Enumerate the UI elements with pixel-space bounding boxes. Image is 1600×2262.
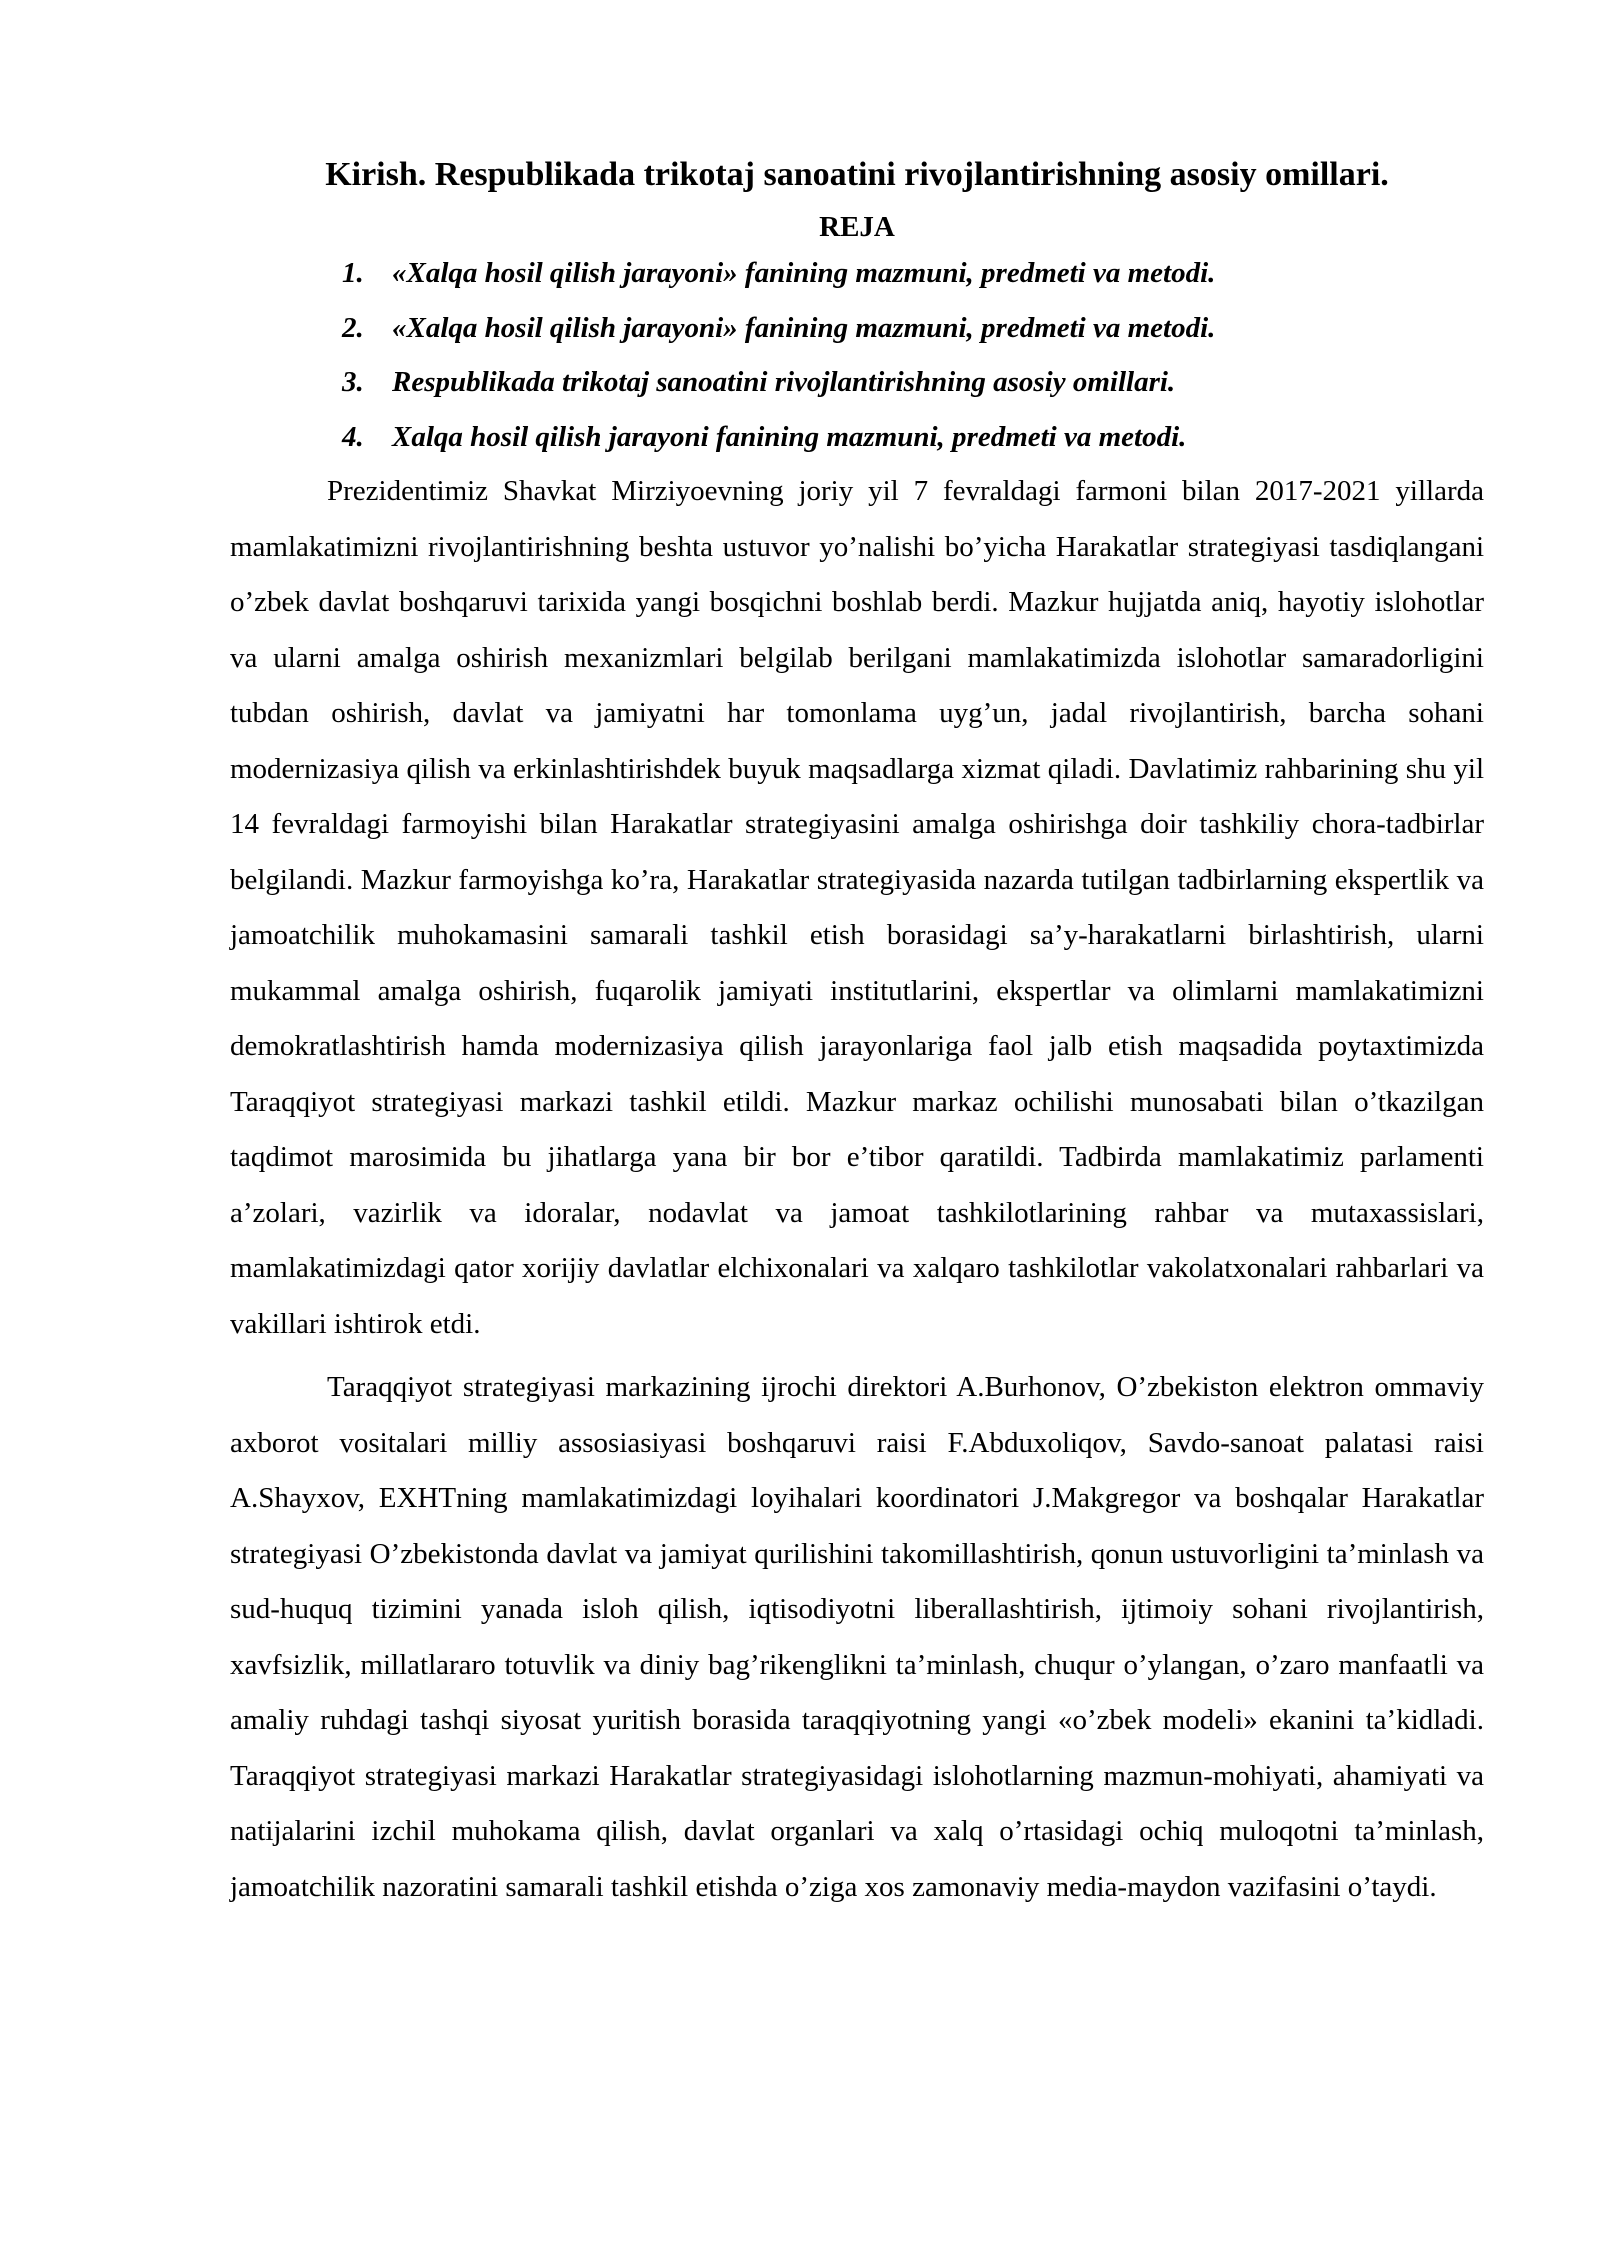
plan-item-text: Respublikada trikotaj sanoatini rivojlantirishning asosiy omillari. bbox=[392, 366, 1176, 398]
body-paragraph: Prezidentimiz Shavkat Mirziyoevning joriy yil 7 fevraldagi farmoni bilan 2017-2021 yillarda mamlakatimizni rivojlantirishning beshta ustuvor yo’nalishi bo’yicha Harakatlar strategiyasi tasdiqlangani o’zbek davlat boshqaruvi tarixida yangi bosqichni boshlab berdi. Mazkur hujjatda aniq, hayotiy islohotlar va ularni amalga oshirish mexanizmlari belgilab berilgani mamlakatimizda islohotlar samaradorligini tubdan oshirish, davlat va jamiyatni har tomonlama uyg’un, jadal rivojlantirish, barcha sohani modernizasiya qilish va erkinlashtirishdek buyuk maqsadlarga xizmat qiladi. Davlatimiz rahbarining shu yil 14 fevraldagi farmoyishi bilan Harakatlar strategiyasini amalga oshirishga doir tashkiliy chora-tadbirlar belgilandi. Mazkur farmoyishga ko’ra, Harakatlar strategiyasida nazarda tutilgan tadbirlarning ekspertlik va jamoatchilik muhokamasini samarali tashkil etish borasidagi sa’y-harakatlarni birlashtirish, ularni mukammal amalga oshirish, fuqarolik jamiyati institutlarini, ekspertlar va olimlarni mamlakatimizni demokratlashtirish hamda modernizasiya qilish jarayonlariga faol jalb etish maqsadida poytaxtimizda Taraqqiyot strategiyasi markazi tashkil etildi. Mazkur markaz ochilishi munosabati bilan o’tkazilgan taqdimot marosimida bu jihatlarga yana bir bor e’tibor qaratildi. Tadbirda mamlakatimiz parlamenti a’zolari, vazirlik va idoralar, nodavlat va jamoat tashkilotlarining rahbar va mutaxassislari, mamlakatimizdagi qator xorijiy davlatlar elchixonalari va xalqaro tashkilotlar vakolatxonalari rahbarlari va vakillari ishtirok etdi. bbox=[230, 475, 1484, 1340]
plan-item bbox=[230, 410, 1484, 465]
plan-item bbox=[230, 246, 1484, 301]
plan-item-number: 3. bbox=[342, 366, 364, 398]
document-content bbox=[230, 152, 1484, 1915]
plan-item-text: Xalqa hosil qilish jarayoni fanining mazmuni, predmeti va metodi. bbox=[392, 420, 1187, 453]
plan-item-number: 2. bbox=[342, 311, 364, 344]
plan-item-number: 1. bbox=[342, 257, 364, 289]
plan-item-text: «Xalqa hosil qilish jarayoni» fanining mazmuni, predmeti va metodi. bbox=[392, 257, 1216, 289]
plan-item bbox=[230, 301, 1484, 356]
plan-item-number: 4. bbox=[342, 420, 364, 453]
plan-item bbox=[230, 355, 1484, 410]
plan-item-text: «Xalqa hosil qilish jarayoni» fanining mazmuni, predmeti va metodi. bbox=[392, 311, 1216, 344]
plan-list bbox=[230, 246, 1484, 464]
document-title: Kirish. Respublikada trikotaj sanoatini rivojlantirishning asosiy omillari. bbox=[325, 156, 1389, 193]
body-paragraph: Taraqqiyot strategiyasi markazining ijrochi direktori A.Burhonov, O’zbekiston elektron ommaviy axborot vositalari milliy assosiasiyasi boshqaruvi raisi F.Abduxoliqov, Savdo-sanoat palatasi raisi A.Shayxov, EXHTning mamlakatimizdagi loyihalari koordinatori J.Makgregor va boshqalar Harakatlar strategiyasi O’zbekistonda davlat va jamiyat qurilishini takomillashtirish, qonun ustuvorligini ta’minlash va sud-huquq tizimini yanada isloh qilish, iqtisodiyotni liberallashtirish, ijtimoiy sohani rivojlantirish, xavfsizlik, millatlararo totuvlik va diniy bag’rikenglikni ta’minlash, chuqur o’ylangan, o’zaro manfaatli va amaliy ruhdagi tashqi siyosat yuritish borasida taraqqiyotning yangi «o’zbek modeli» ekanini ta’kidladi. Taraqqiyot strategiyasi markazi Harakatlar strategiyasidagi islohotlarning mazmun-mohiyati, ahamiyati va natijalarini izchil muhokama qilish, davlat organlari va xalq o’rtasidagi ochiq muloqotni ta’minlash, jamoatchilik nazoratini samarali tashkil etishda o’ziga xos zamonaviy media-maydon vazifasini o’taydi. bbox=[230, 1371, 1484, 1903]
plan-heading: REJA bbox=[819, 211, 895, 243]
